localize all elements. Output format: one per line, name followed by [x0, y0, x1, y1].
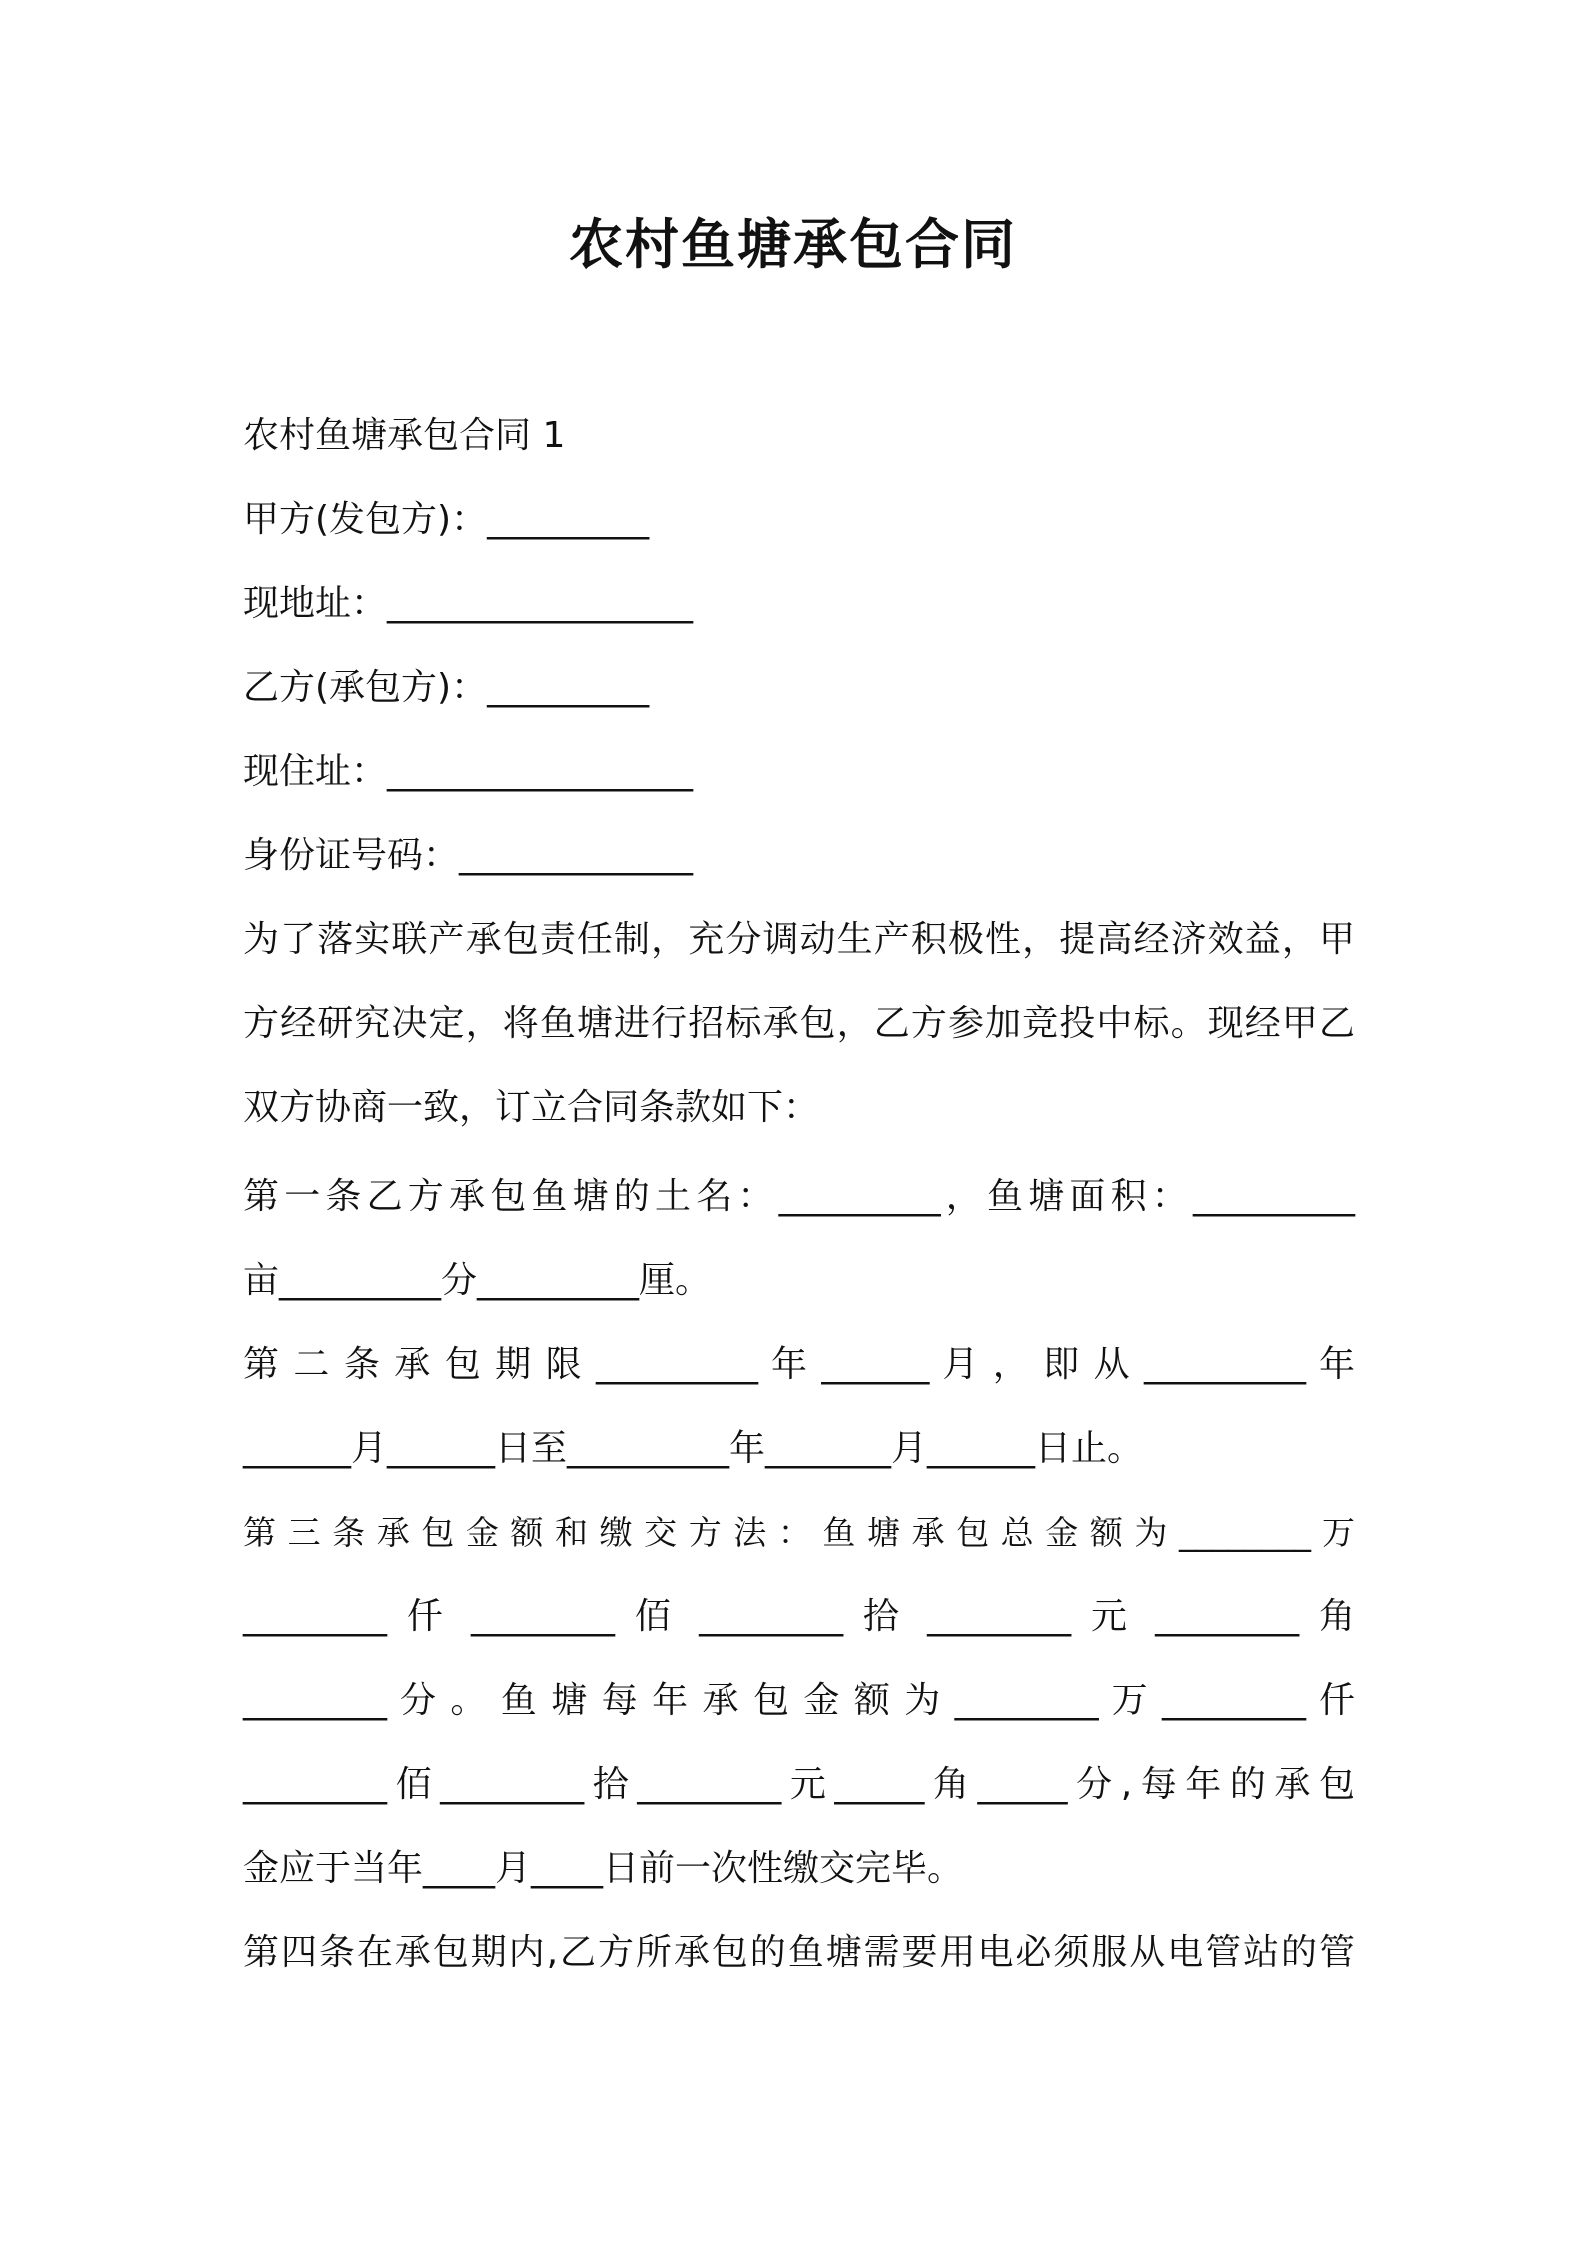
- party-b-field: 乙方(承包方)：_________: [243, 667, 650, 708]
- article-3-line: 第 三 条 承 包 金 额 和 缴 交 方 法 ： 鱼 塘 承 包 总 金 额 为 ________ 万: [243, 1513, 1355, 1552]
- id-number-field: 身份证号码：_____________: [243, 835, 694, 876]
- article-1-line: 亩_________分_________厘。: [243, 1260, 712, 1301]
- article-2-line: ______月______日至_________年_______月______日止。: [243, 1428, 1144, 1469]
- preamble-line: 双方协商一致，订立合同条款如下：: [243, 1087, 820, 1128]
- article-4-line: 第四条在承包期内,乙方所承包的鱼塘需要用电必须服从电管站的管: [243, 1932, 1355, 1973]
- party-a-field: 甲方(发包方)：_________: [243, 499, 650, 540]
- preamble-line: 为了落实联产承包责任制，充分调动生产积极性，提高经济效益，甲: [243, 919, 1355, 960]
- party-b-address-field: 现住址：_________________: [243, 751, 694, 792]
- article-3-line: ________佰________拾________元_____角_____分,每年的承包: [243, 1764, 1355, 1805]
- article-3-line: ________ 分 。 鱼 塘 每 年 承 包 金 额 为 ________ 万 ________ 仟: [243, 1680, 1355, 1721]
- document-title: 农村鱼塘承包合同: [569, 213, 1017, 276]
- article-2-line: 第 二 条 承 包 期 限 _________ 年 ______ 月 ， 即 从 _________ 年: [243, 1344, 1355, 1385]
- preamble-line: 方经研究决定，将鱼塘进行招标承包，乙方参加竞投中标。现经甲乙: [243, 1003, 1355, 1044]
- contract-subtitle: 农村鱼塘承包合同 1: [243, 415, 566, 456]
- article-3-line: ________ 仟 ________ 佰 ________ 拾 ________ 元 ________ 角: [243, 1596, 1355, 1637]
- party-a-address-field: 现地址：_________________: [243, 583, 694, 624]
- article-1-line: 第一条乙方承包鱼塘的土名：_________，鱼塘面积：_________: [243, 1176, 1355, 1217]
- article-3-line: 金应于当年____月____日前一次性缴交完毕。: [243, 1848, 964, 1889]
